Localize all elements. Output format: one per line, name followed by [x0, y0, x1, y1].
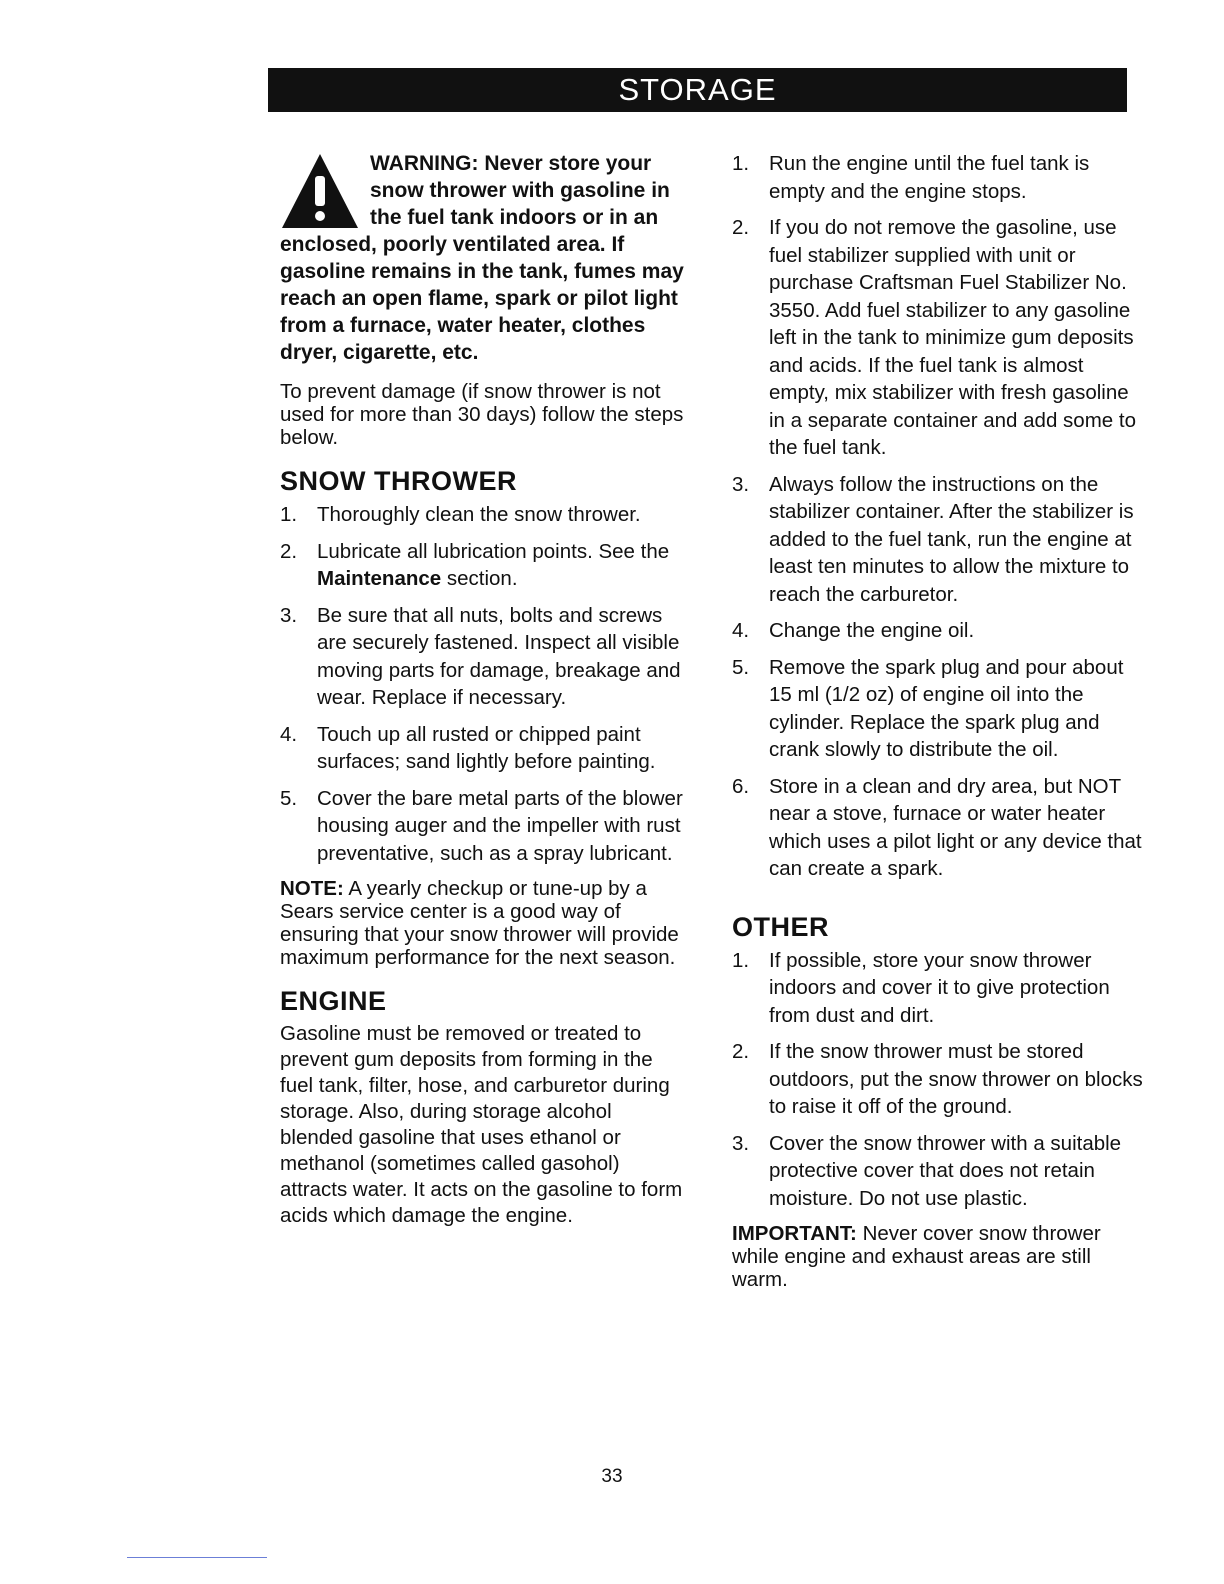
engine-heading: ENGINE [280, 986, 387, 1016]
important-paragraph: IMPORTANT: Never cover snow thrower while engine and exhaust areas are still warm. [732, 1222, 1101, 1291]
intro-text: To prevent damage (if snow thrower is not used for more than 30 days) follow the steps below. [280, 380, 684, 449]
list-item: 5. Remove the spark plug and pour about 15 ml (1/2 oz) of engine oil into the cylinder. Replace the spark plug and crank slowly to distribute the oil. [732, 655, 1124, 761]
note-paragraph: NOTE: A yearly checkup or tune-up by a Sears service center is a good way of ensuring that your snow thrower will provide maximum performance for the next season. [280, 877, 679, 969]
list-item: 1. Thoroughly clean the snow thrower. [280, 503, 641, 526]
other-steps [732, 947, 1144, 1213]
section-banner: STORAGE [268, 68, 1127, 112]
left-column [280, 150, 690, 1241]
warning-text: WARNING: Never store your snow thrower with gasoline in the fuel tank indoors or in an enclosed, poorly ventilated area. If gasoline remains in the tank, fumes may reach an open flame, spark or pilot light from a furnace, water heater, clothes dryer, cigarette, etc. [280, 152, 684, 364]
page-number: 33 [601, 1466, 623, 1487]
warning-triangle-icon [280, 152, 360, 230]
snow-thrower-heading: SNOW THROWER [280, 466, 517, 496]
engine-text: Gasoline must be removed or treated to prevent gum deposits from forming in the fuel tank, filter, hose, and carburetor during storage. Also, during storage alcohol blended gasoline that uses ethanol or methanol (sometimes called gasohol) attracts water. It acts on the gasoline to form acids which damage the engine. [280, 1022, 683, 1227]
footer-divider [127, 1557, 267, 1558]
snow-thrower-steps [280, 501, 690, 867]
list-item: 1. Run the engine until the fuel tank is empty and the engine stops. [732, 152, 1090, 203]
list-item: 2. If you do not remove the gasoline, use fuel stabilizer supplied with unit or purchase Craftsman Fuel Stabilizer No. 3550. Add fuel stabilizer to any gasoline left in the tank to minimize gum deposits and acids. If the fuel tank is almost empty, mix stabilizer with fresh gasoline in a separate container and add some to the fuel tank. [732, 216, 1136, 459]
right-column [732, 150, 1144, 1305]
list-item: 1. If possible, store your snow thrower indoors and cover it to give protection from dust and dirt. [732, 948, 1110, 1027]
list-item: 2. If the snow thrower must be stored outdoors, put the snow thrower on blocks to raise it off of the ground. [732, 1040, 1143, 1118]
list-item: 4. Touch up all rusted or chipped paint surfaces; sand lightly before painting. [280, 722, 656, 773]
list-item: 3. Always follow the instructions on the stabilizer container. After the stabilizer is added to the fuel tank, run the engine at least ten minutes to allow the mixture to reach the carburetor. [732, 472, 1134, 606]
engine-steps [732, 150, 1144, 883]
list-item: 5. Cover the bare metal parts of the blower housing auger and the impeller with rust preventative, such as a spray lubricant. [280, 786, 683, 865]
other-heading: OTHER [732, 911, 829, 942]
list-item: 3. Cover the snow thrower with a suitable protective cover that does not retain moisture. Do not use plastic. [732, 1131, 1122, 1210]
warning-block [280, 150, 690, 366]
list-item: 4. Change the engine oil. [732, 619, 975, 642]
list-item: 6. Store in a clean and dry area, but NOT near a stove, furnace or water heater which uses a pilot light or any device that can create a spark. [732, 774, 1142, 880]
maintenance-reference: Maintenance [317, 567, 442, 590]
list-item: 3. Be sure that all nuts, bolts and screws are securely fastened. Inspect all visible moving parts for damage, breakage and wear. Replace if necessary. [280, 603, 681, 709]
list-item: 2. Lubricate all lubrication points. See the Maintenance section. [280, 539, 670, 590]
